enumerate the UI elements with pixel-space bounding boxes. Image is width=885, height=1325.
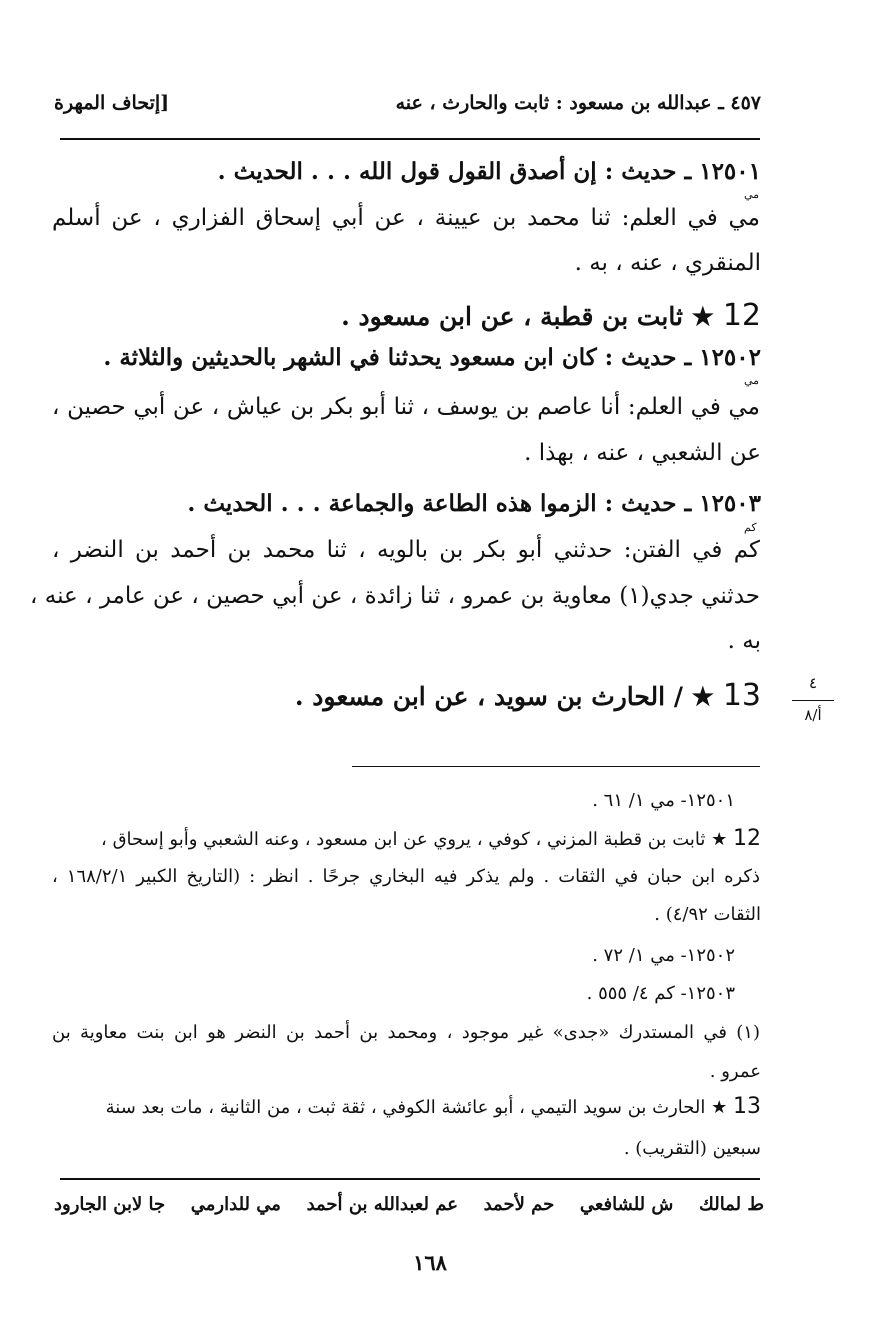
abbreviation-item: مي للدارمي (190, 1194, 281, 1215)
abbreviation-item: ش للشافعي (579, 1194, 674, 1215)
hadith-12501-title: ١٢٥٠١ ـ حديث : إن أصدق القول قول الله . . . الحديث . (217, 158, 761, 185)
star-icon: ★ (711, 1097, 728, 1118)
footnote-13-line-2: سبعين (التقريب) . (623, 1138, 761, 1159)
header-title: ٤٥٧ ـ عبدالله بن مسعود : ثابت والحارث ، عنه (395, 92, 761, 114)
hadith-12503-source-tag: كم (744, 521, 757, 534)
footnote-12-line-3: الثقات ٤/٩٢) . (654, 904, 761, 925)
footnote-12502: ١٢٥٠٢- مي ١/ ٧٢ . (592, 945, 735, 966)
section-13-number: 13 (722, 678, 761, 713)
hadith-12502-title: ١٢٥٠٢ ـ حديث : كان ابن مسعود يحدثنا في الشهر بالحديثين والثلاثة . (103, 344, 761, 371)
abbreviation-item: عم لعبدالله بن أحمد (306, 1194, 458, 1215)
header-rule (60, 138, 760, 140)
margin-folio-bottom: أ/٨ (804, 706, 822, 724)
footnote-12-number: 12 (733, 826, 761, 851)
hadith-12501-line-2: المنقري ، عنه ، به . (574, 250, 761, 276)
section-12-number: 12 (722, 298, 761, 333)
hadith-12503-line-3: به . (727, 628, 761, 654)
abbreviations-key (54, 1194, 764, 1215)
section-13-heading (295, 678, 761, 713)
footnote-12-text-1: ثابت بن قطبة المزني ، كوفي ، يروي عن ابن مسعود ، وعنه الشعبي وأبو إسحاق ، (101, 829, 706, 850)
footnote-13-number: 13 (733, 1094, 761, 1119)
footnote-12501: ١٢٥٠١- مي ١/ ٦١ . (592, 790, 735, 811)
section-13-text: / الحارث بن سويد ، عن ابن مسعود . (294, 682, 683, 711)
footnote-1-line-2: عمرو . (709, 1061, 761, 1082)
hadith-12503-line-1: كم في الفتن: حدثني أبو بكر بن بالويه ، ثنا محمد بن أحمد بن النضر ، (52, 537, 760, 563)
section-12-text: ثابت بن قطبة ، عن ابن مسعود . (341, 302, 683, 331)
hadith-12501-source-tag: مي (744, 188, 760, 201)
hadith-12502-line-1: مي في العلم: أنا عاصم بن يوسف ، ثنا أبو بكر بن عياش ، عن أبي حصين ، (52, 394, 760, 420)
abbreviation-item: ط لمالك (699, 1194, 764, 1215)
hadith-12503-line-2: حدثني جدي(١) معاوية بن عمرو ، ثنا زائدة ، عن أبي حصين ، عن عامر ، عنه ، (30, 583, 760, 609)
margin-folio-top: ٤ (808, 674, 818, 692)
margin-folio-rule (792, 700, 834, 701)
hadith-12502-source-tag: مي (744, 374, 760, 387)
abbreviation-item: جا لابن الجارود (54, 1194, 166, 1215)
abbreviations-rule (60, 1178, 760, 1180)
header-book-title: [إتحاف المهرة (54, 92, 170, 114)
abbreviation-item: حم لأحمد (483, 1194, 555, 1215)
page-number: ١٦٨ (413, 1250, 447, 1275)
hadith-12501-line-1: مي في العلم: ثنا محمد بن عيينة ، عن أبي إسحاق الفزاري ، عن أسلم (52, 205, 760, 231)
footnote-12-line-1 (101, 826, 761, 851)
footnote-13-text-1: الحارث بن سويد التيمي ، أبو عائشة الكوفي ، ثقة ثبت ، من الثانية ، مات بعد سنة (105, 1097, 706, 1118)
star-icon: ★ (711, 829, 728, 850)
footnote-12-line-2: ذكره ابن حبان في الثقات . ولم يذكر فيه البخاري جرحًا . انظر : (التاريخ الكبير ١٦٨/٢/١ ، (52, 866, 761, 887)
footnote-12503: ١٢٥٠٣- كم ٤/ ٥٥٥ . (586, 983, 735, 1004)
star-icon: ★ (691, 302, 715, 331)
star-icon: ★ (691, 682, 715, 711)
footnote-13-line-1 (106, 1094, 761, 1119)
hadith-12503-title: ١٢٥٠٣ ـ حديث : الزموا هذه الطاعة والجماعة . . . الحديث . (187, 490, 761, 517)
section-12-heading (341, 298, 761, 333)
footnote-rule (352, 766, 760, 767)
hadith-12502-line-2: عن الشعبي ، عنه ، بهذا . (524, 440, 761, 466)
footnote-1-line-1: (١) في المستدرك «جدى» غير موجود ، ومحمد بن أحمد بن النضر هو ابن بنت معاوية بن (52, 1022, 760, 1043)
